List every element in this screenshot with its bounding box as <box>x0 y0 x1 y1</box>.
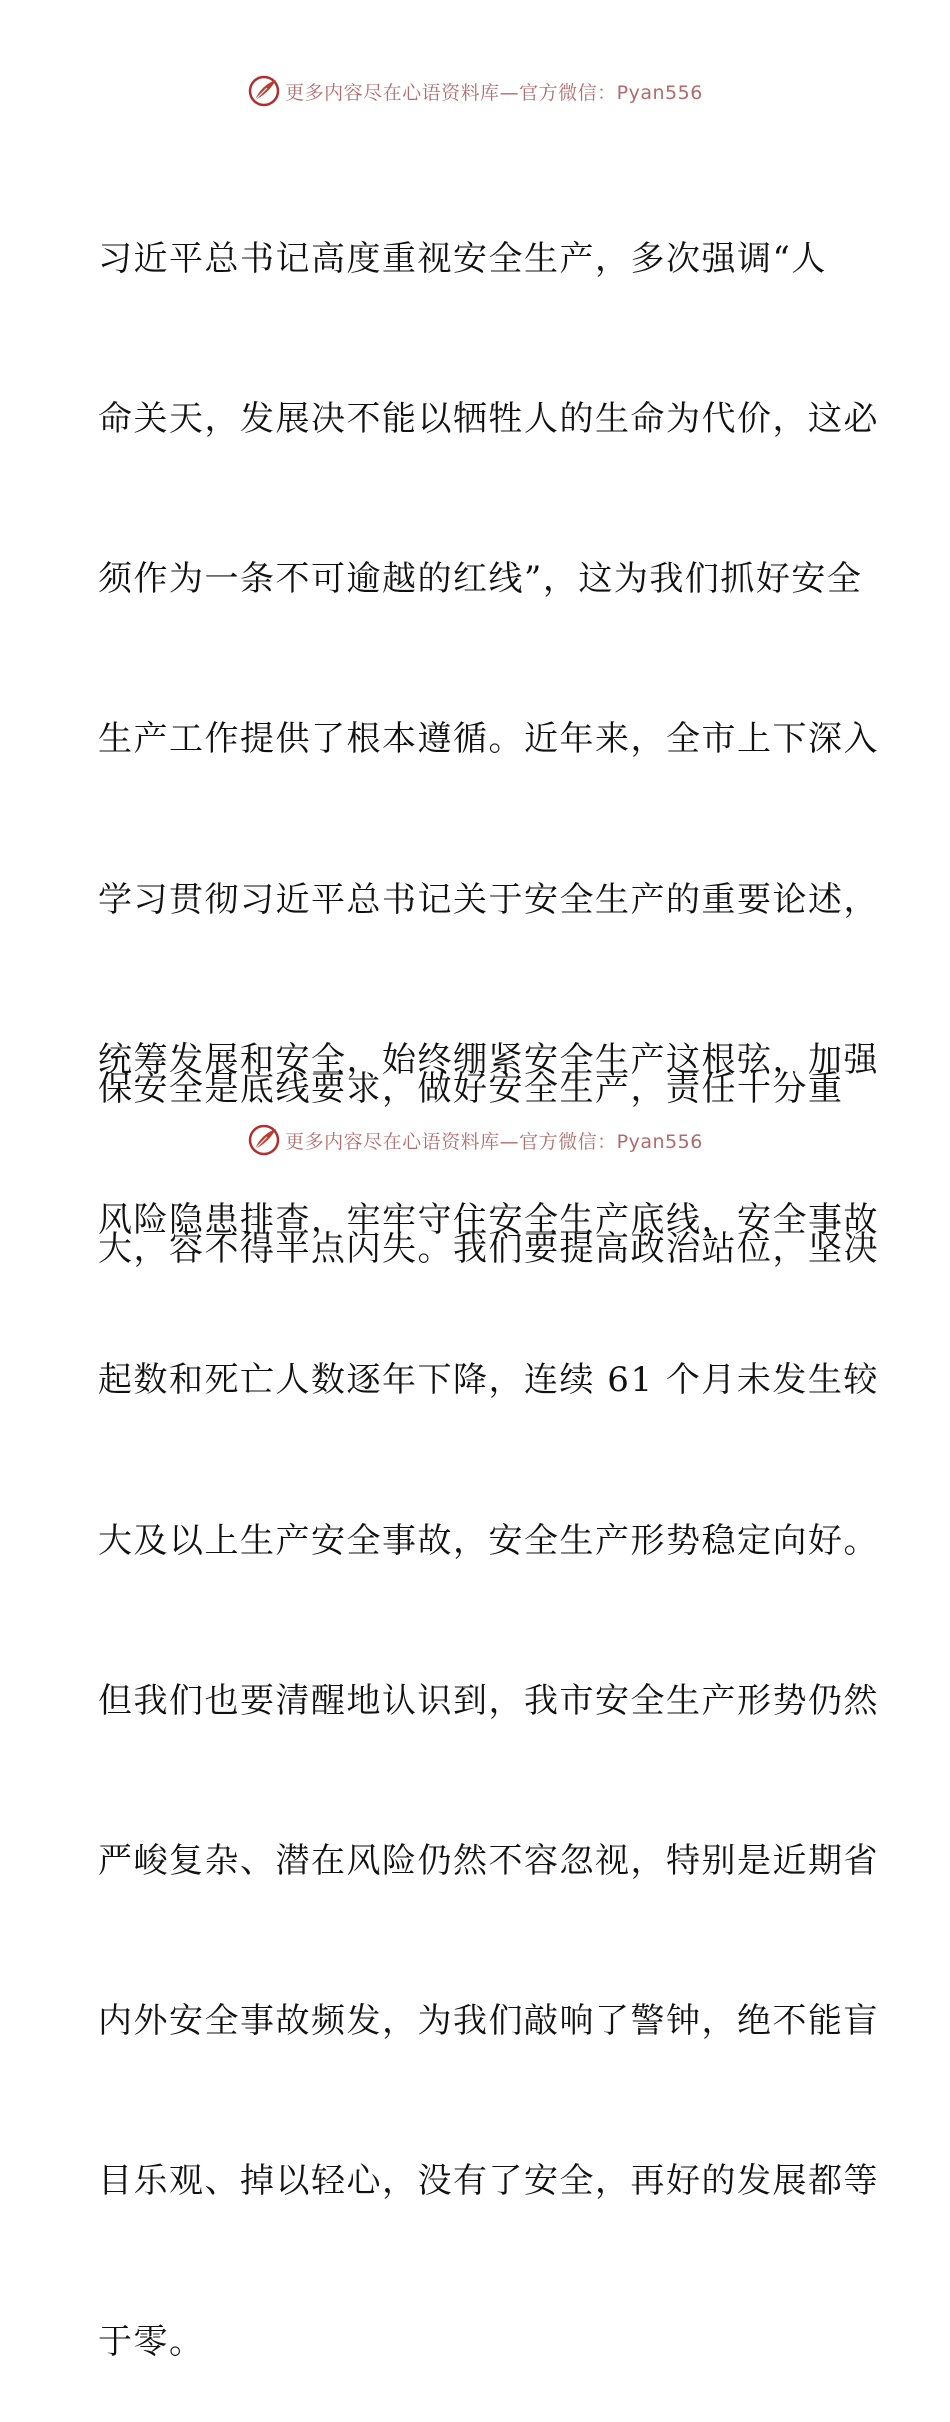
paragraph-line: 起数和死亡人数逐年下降，连续 61 个月未发生较 <box>98 1360 879 1401</box>
paragraph-line: 生产工作提供了根本遵循。近年来，全市上下深入 <box>98 719 879 760</box>
header-banner <box>0 71 950 111</box>
paragraph-line: 大及以上生产安全事故，安全生产形势稳定向好。 <box>98 1520 879 1561</box>
paragraph-line: 内外安全事故频发，为我们敲响了警钟，绝不能盲 <box>98 2001 879 2042</box>
paragraph-line: 学习贯彻习近平总书记关于安全生产的重要论述， <box>98 879 879 920</box>
paragraph-line: 大，容不得半点闪失。我们要提高政治站位，坚决 <box>98 1229 879 1270</box>
paragraph-line: 命关天，发展决不能以牺牲人的生命为代价，这必 <box>98 399 879 440</box>
paragraph-line: 习近平总书记高度重视安全生产，多次强调“人 <box>98 238 827 279</box>
paragraph-line: 风险隐患排查，牢牢守住安全生产底线，安全事故 <box>98 1200 879 1241</box>
paragraph-line: 严峻复杂、潜在风险仍然不容忽视，特别是近期省 <box>98 1841 879 1881</box>
paragraph-line: 于零。 <box>98 2321 205 2362</box>
paragraph-line: 统筹发展和安全，始终绷紧安全生产这根弦，加强 <box>98 1039 879 1080</box>
paragraph-line: 保安全是底线要求，做好安全生产，责任十分重 <box>98 1068 844 1109</box>
paragraph-line: 但我们也要清醒地认识到，我市安全生产形势仍然 <box>98 1680 879 1721</box>
footer-banner <box>0 1120 950 1160</box>
quill-feather-logo-icon <box>247 1123 281 1157</box>
quill-feather-logo-icon <box>247 74 281 108</box>
footer-banner-text: 更多内容尽在心语资料库—官方微信：Pyan556 <box>285 1130 703 1153</box>
paragraph-line: 目乐观、掉以轻心，没有了安全，再好的发展都等 <box>98 2161 879 2202</box>
header-banner-text: 更多内容尽在心语资料库—官方微信：Pyan556 <box>285 81 703 104</box>
paragraph-line: 须作为一条不可逾越的红线”，这为我们抓好安全 <box>98 559 863 600</box>
